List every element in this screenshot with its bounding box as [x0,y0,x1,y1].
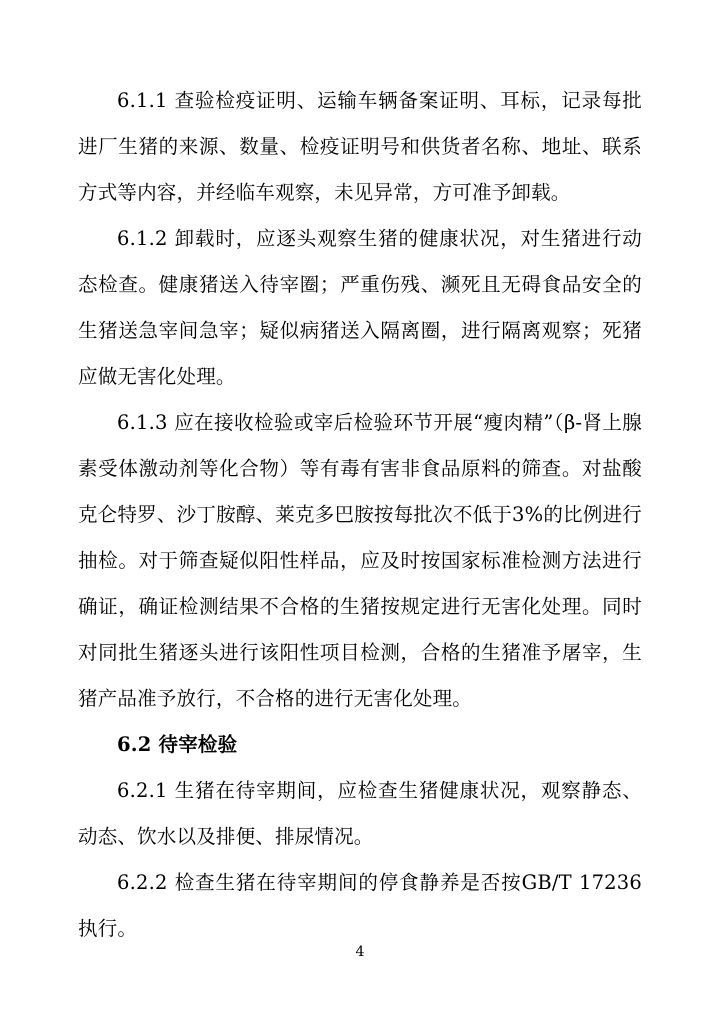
section-heading-6-2: 6.2 待宰检验 [117,733,238,756]
paragraph-6-2-2: 6.2.2 检查生猪在待宰期间的停食静养是否按GB/T 17236执行。 [78,871,642,940]
paragraph-6-1-2: 6.1.2 卸载时，应逐头观察生猪的健康状况，对生猪进行动态检查。健康猪送入待宰圈；严重伤残、濒死且无碍食品安全的生猪送急宰间急宰；疑似病猪送入隔离圈，进行隔离观察；死猪应做无害化处理。 [78,227,642,388]
page-number: 4 [355,944,365,960]
paragraph-6-1-3: 6.1.3 应在接收检验或宰后检验环节开展“瘦肉精”（β-肾上腺素受体激动剂等化合物）等有毒有害非食品原料的筛查。对盐酸克仑特罗、沙丁胺醇、莱克多巴胺按每批次不低于3%的比例进行抽检。对于筛查疑似阳性样品，应及时按国家标准检测方法进行确证，确证检测结果不合格的生猪按规定进行无害化处理。同时对同批生猪逐头进行该阳性项目检测，合格的生猪准予屠宰，生猪产品准予放行，不合格的进行无害化处理。 [78,411,642,710]
paragraph-6-2-1: 6.2.1 生猪在待宰期间，应检查生猪健康状况，观察静态、动态、饮水以及排便、排尿情况。 [78,779,642,848]
document-body [78,78,642,952]
paragraph-6-1-1: 6.1.1 查验检疫证明、运输车辆备案证明、耳标，记录每批进厂生猪的来源、数量、检疫证明号和供货者名称、地址、联系方式等内容，并经临车观察，未见异常，方可准予卸载。 [78,89,642,204]
